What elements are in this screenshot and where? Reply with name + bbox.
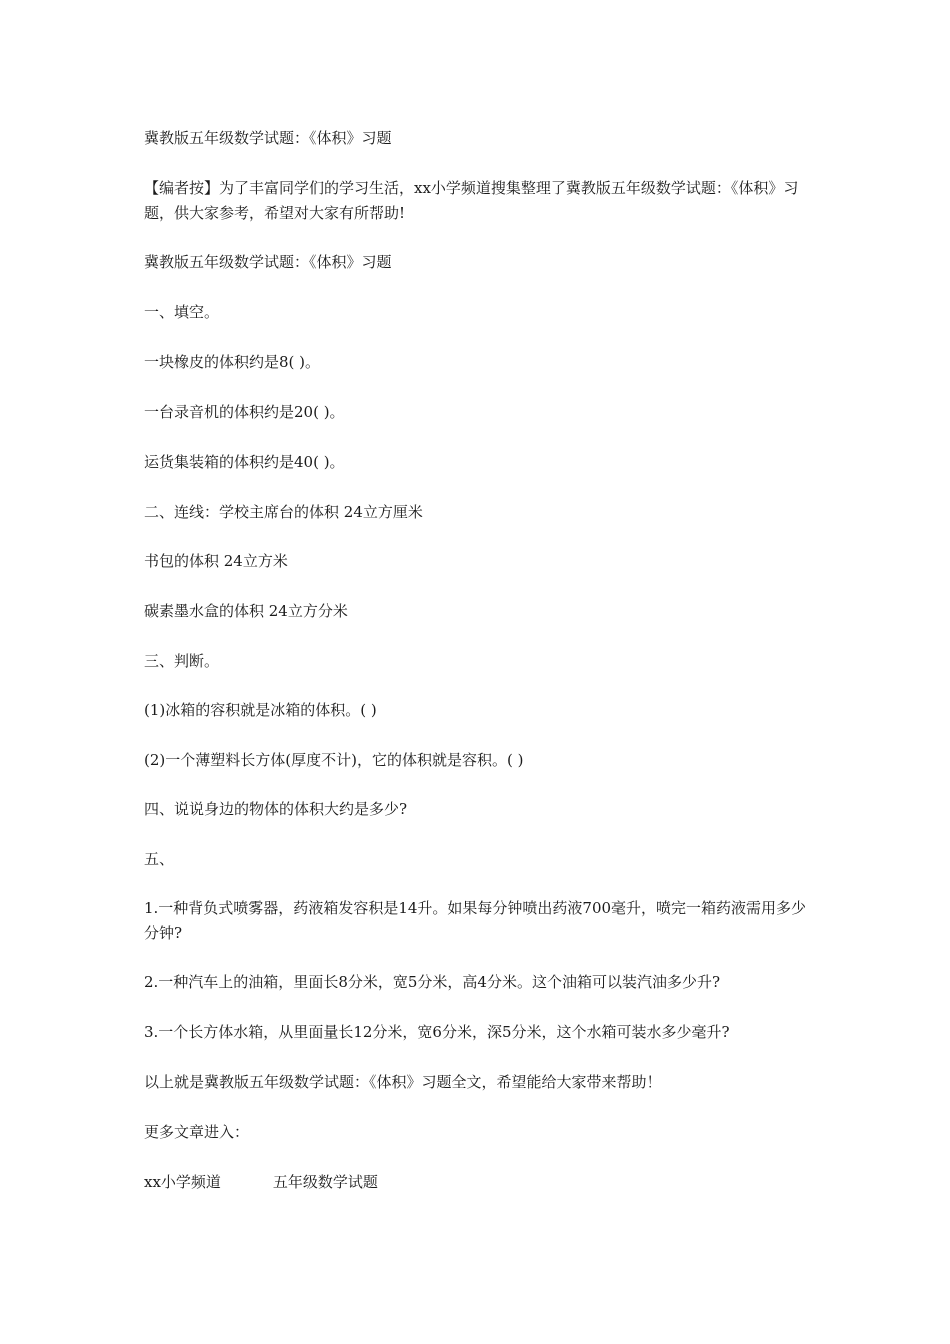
section-heading-judgment: 三、判断。 xyxy=(144,652,220,670)
question-item: (2)一个薄塑料长方体(厚度不计)，它的体积就是容积。( ) xyxy=(144,751,524,769)
section-heading-problems: 五、 xyxy=(144,850,175,868)
more-articles-label: 更多文章进入： xyxy=(144,1123,250,1141)
section-heading-matching: 二、连线：学校主席台的体积 24立方厘米 xyxy=(144,503,423,521)
word-problem: 1.一种背负式喷雾器，药液箱发容积是14升。如果每分钟喷出药液700毫升，喷完一箱药液需用多少分钟? xyxy=(144,899,807,942)
question-item: 运货集装箱的体积约是40( )。 xyxy=(144,453,345,471)
word-problem: 3.一个长方体水箱，从里面量长12分米，宽6分米，深5分米，这个水箱可装水多少毫升? xyxy=(144,1023,730,1041)
closing-text: 以上就是冀教版五年级数学试题：《体积》习题全文，希望能给大家带来帮助！ xyxy=(144,1073,662,1091)
link-grade5-math[interactable]: 五年级数学试题 xyxy=(272,1173,378,1191)
section-heading-fill-blank: 一、填空。 xyxy=(144,303,220,321)
word-problem: 2.一种汽车上的油箱，里面长8分米，宽5分米，高4分米。这个油箱可以装汽油多少升? xyxy=(144,973,720,991)
editor-note: 【编者按】为了丰富同学们的学习生活，xx小学频道搜集整理了冀教版五年级数学试题：《体积》习题，供大家参考，希望对大家有所帮助! xyxy=(144,179,799,222)
document-subtitle: 冀教版五年级数学试题：《体积》习题 xyxy=(144,253,392,271)
question-item: (1)冰箱的容积就是冰箱的体积。( ) xyxy=(144,701,377,719)
related-links xyxy=(144,1170,810,1195)
question-item: 碳素墨水盒的体积 24立方分米 xyxy=(144,602,348,620)
section-heading-discussion: 四、说说身边的物体的体积大约是多少? xyxy=(144,800,408,818)
link-primary-channel[interactable]: xx小学频道 xyxy=(144,1173,221,1191)
document-title: 冀教版五年级数学试题：《体积》习题 xyxy=(144,129,392,147)
question-item: 一台录音机的体积约是20( )。 xyxy=(144,403,345,421)
question-item: 一块橡皮的体积约是8( )。 xyxy=(144,353,321,371)
question-item: 书包的体积 24立方米 xyxy=(144,552,288,570)
